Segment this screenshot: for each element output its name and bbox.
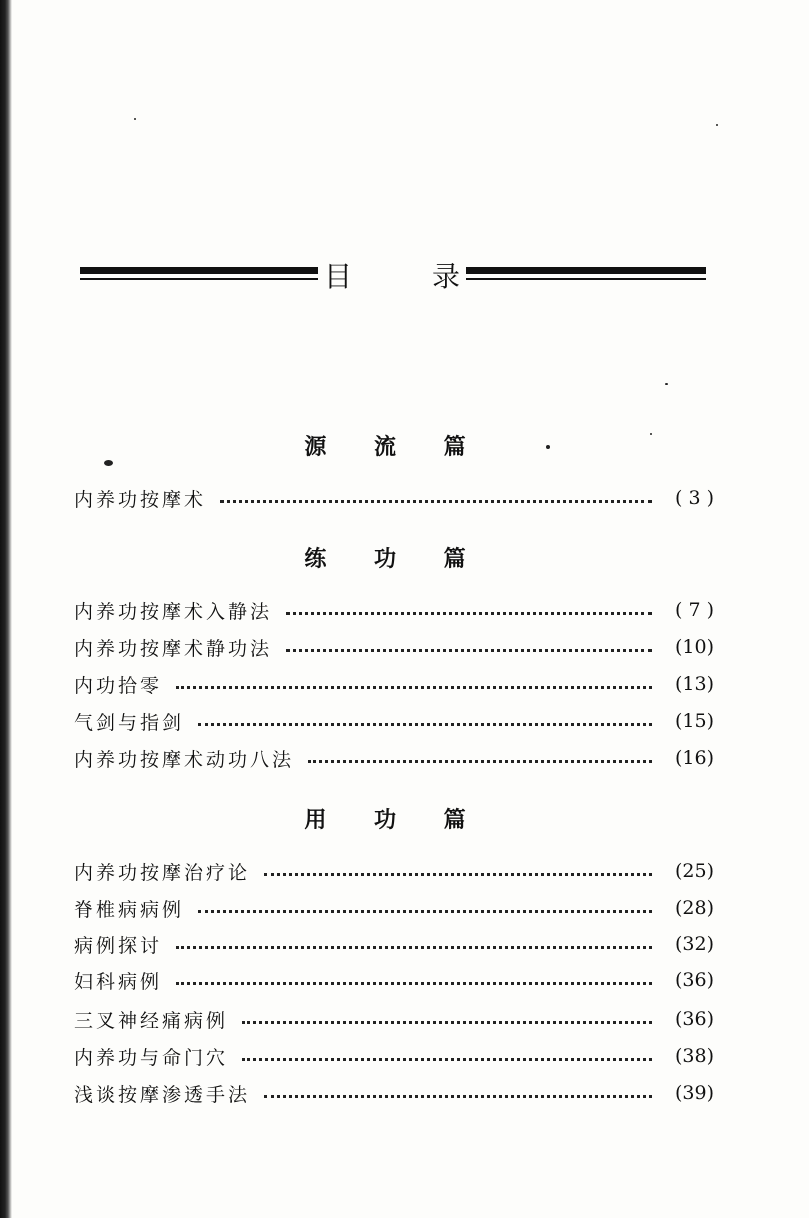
title-rule-right [466,267,706,281]
toc-entry[interactable] [74,857,714,885]
toc-entry[interactable] [74,966,714,994]
dot-leader [198,910,652,913]
toc-entry[interactable] [74,1042,714,1070]
section-heading-yonggong: 用 功 篇 [304,808,486,833]
scan-binding-edge [0,0,12,1218]
toc-entry[interactable] [74,596,714,624]
scan-speck [134,118,136,120]
toc-entry-page: (16) [674,747,714,769]
toc-entry-title: 内养功按摩术 [74,488,207,511]
dot-leader [220,500,652,503]
toc-title-row [80,262,706,296]
section-heading-yuanliu: 源 流 篇 [304,435,486,460]
toc-entry-title: 内养功按摩术动功八法 [74,748,295,771]
toc-entry[interactable] [74,670,714,698]
toc-entry-title: 内养功按摩术入静法 [74,600,273,623]
scan-speck [716,124,718,126]
toc-entry[interactable] [74,707,714,735]
toc-entry[interactable] [74,894,714,922]
toc-entry-title: 气剑与指剑 [74,711,185,734]
scan-speck [650,433,652,435]
toc-entry-title: 病例探讨 [74,934,163,957]
dot-leader [264,1095,652,1098]
toc-entry-page: (28) [674,897,714,919]
toc-entry-title: 脊椎病病例 [74,898,185,921]
toc-entry-title: 内养功按摩治疗论 [74,861,251,884]
toc-entry-page: ( 7 ) [675,599,714,621]
dot-leader [286,649,652,652]
scan-speck [104,460,113,466]
dot-leader [242,1058,652,1061]
toc-entry-title: 妇科病例 [74,970,163,993]
toc-entry[interactable] [74,633,714,661]
toc-entry-title: 浅谈按摩渗透手法 [74,1083,251,1106]
title-rule-left [80,267,318,281]
dot-leader [176,946,652,949]
scan-speck [546,445,550,449]
scan-speck [665,383,668,385]
dot-leader [198,723,652,726]
toc-entry[interactable] [74,744,714,772]
toc-entry-page: (10) [674,636,714,658]
toc-entry-title: 内功拾零 [74,674,163,697]
toc-title-char-2: 录 [432,260,461,293]
toc-entry-title: 内养功按摩术静功法 [74,637,273,660]
toc-title-char-1: 目 [324,260,353,293]
toc-entry-page: (39) [674,1082,714,1104]
toc-entry-page: ( 3 ) [675,487,714,509]
dot-leader [242,1021,652,1024]
dot-leader [176,686,652,689]
toc-entry[interactable] [74,484,714,512]
toc-entry[interactable] [74,1005,714,1033]
dot-leader [264,873,652,876]
toc-entry-title: 三叉神经痛病例 [74,1009,229,1032]
toc-entry-page: (36) [674,1008,714,1030]
toc-entry-page: (32) [674,933,714,955]
toc-entry-title: 内养功与命门穴 [74,1046,229,1069]
dot-leader [176,982,652,985]
toc-entry-page: (25) [674,860,714,882]
toc-entry-page: (36) [674,969,714,991]
section-heading-liangong: 练 功 篇 [304,547,486,572]
toc-entry-page: (38) [674,1045,714,1067]
toc-entry-page: (13) [674,673,714,695]
toc-entry[interactable] [74,930,714,958]
toc-entry[interactable] [74,1079,714,1107]
dot-leader [286,612,652,615]
dot-leader [308,760,652,763]
toc-entry-page: (15) [674,710,714,732]
